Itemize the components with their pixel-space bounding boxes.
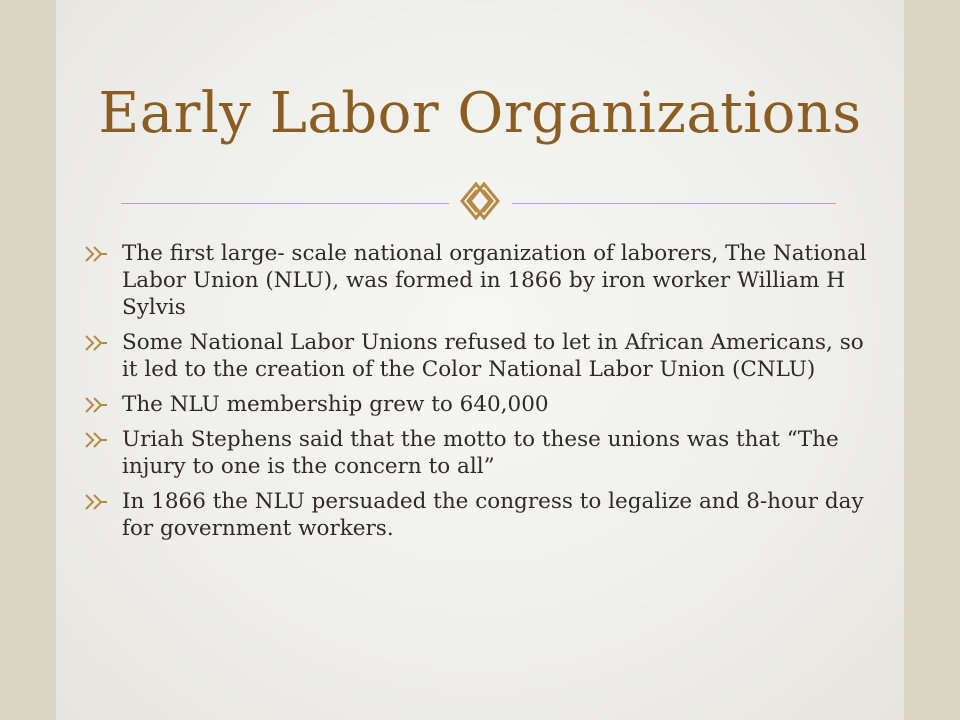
title-divider-left bbox=[121, 203, 449, 204]
double-arrow-bullet-icon bbox=[84, 246, 108, 262]
bullet-item bbox=[84, 329, 874, 383]
bullet-text: In 1866 the NLU persuaded the congress to legalize and 8-hour day for government workers. bbox=[122, 489, 864, 541]
bullet-item bbox=[84, 426, 874, 480]
bullet-item bbox=[84, 240, 874, 321]
double-arrow-bullet-icon bbox=[84, 335, 108, 351]
quad-diamond-ornament-icon bbox=[452, 176, 508, 226]
bullet-text: The first large- scale national organization of laborers, The National Labor Union (NLU), was formed in 1866 by iron worker William H Sylvis bbox=[122, 241, 867, 320]
double-arrow-bullet-icon bbox=[84, 397, 108, 413]
bullet-item bbox=[84, 391, 874, 418]
title-divider-right bbox=[512, 203, 836, 204]
double-arrow-bullet-icon bbox=[84, 432, 108, 448]
bullet-text: Uriah Stephens said that the motto to these unions was that “The injury to one is the concern to all” bbox=[122, 427, 839, 479]
bullet-item bbox=[84, 488, 874, 542]
bullet-list bbox=[84, 240, 874, 550]
slide-title: Early Labor Organizations bbox=[98, 81, 862, 146]
double-arrow-bullet-icon bbox=[84, 494, 108, 510]
bullet-text: Some National Labor Unions refused to let in African Americans, so it led to the creation of the Color National Labor Union (CNLU) bbox=[122, 330, 864, 382]
bullet-text: The NLU membership grew to 640,000 bbox=[122, 392, 549, 417]
